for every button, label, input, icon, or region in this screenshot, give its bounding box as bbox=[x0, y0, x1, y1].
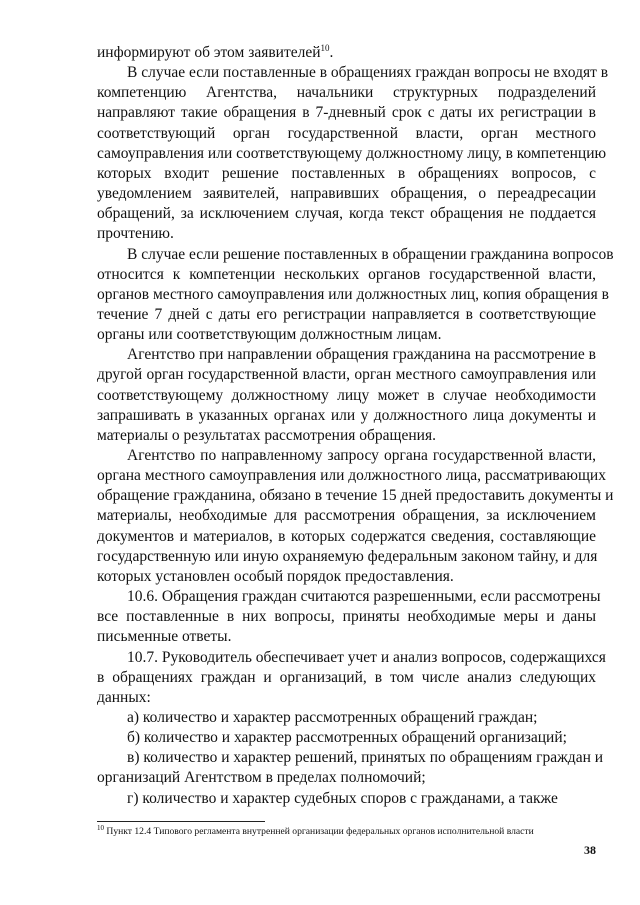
text-line-content: уведомлением заявителей, направивших обращения, о переадресации bbox=[97, 185, 596, 203]
text-line bbox=[97, 567, 596, 587]
text-line: информируют об этом заявителей$^{10}$. bbox=[97, 42, 334, 61]
text-line-content: компетенцию Агентства, начальники структурных подразделений bbox=[97, 84, 596, 102]
footnote-separator bbox=[97, 821, 265, 822]
text-line bbox=[97, 204, 596, 224]
text-line bbox=[97, 506, 596, 526]
text-line-content: государственную или иную охраняемую федеральным законом тайну, и для bbox=[97, 547, 598, 565]
text-line bbox=[127, 789, 596, 809]
text-line-content: материалы о результатах рассмотрения обращения. bbox=[97, 426, 436, 444]
footnote-text: Пункт 12.4 Типового регламента внутренней организации федеральных органов исполнительной власти bbox=[104, 826, 534, 837]
text-line-content: течение 7 дней с даты его регистрации направляется в соответствующие bbox=[97, 305, 596, 323]
text-line bbox=[97, 768, 596, 788]
text-line bbox=[97, 406, 596, 426]
text-line bbox=[127, 345, 596, 365]
text-line bbox=[97, 527, 596, 547]
text-line bbox=[97, 607, 596, 627]
text-line-content: запрашивать в указанных органах или у должностного лица документы и bbox=[97, 406, 596, 424]
text-line bbox=[127, 728, 596, 748]
text-line-content: а) количество и характер рассмотренных обращений граждан; bbox=[127, 708, 538, 726]
text-line bbox=[127, 748, 604, 768]
text-line bbox=[97, 627, 596, 647]
text-line-content: все поставленные в них вопросы, приняты необходимые меры и даны bbox=[97, 608, 596, 626]
text-line-content: информируют об этом заявителей bbox=[97, 44, 321, 61]
text-line bbox=[97, 386, 596, 406]
text-line bbox=[127, 708, 596, 728]
footnote-marker: 10 bbox=[97, 823, 104, 832]
text-line bbox=[97, 466, 606, 486]
text-line-content: материалы, необходимые для рассмотрения обращения, за исключением bbox=[97, 507, 596, 525]
text-line-content: Агентство при направлении обращения гражданина на рассмотрение в bbox=[127, 346, 596, 364]
text-line bbox=[97, 305, 596, 325]
text-line bbox=[97, 144, 607, 164]
text-line-content: 10.7. Руководитель обеспечивает учет и анализ вопросов, содержащихся bbox=[127, 648, 606, 666]
text-line-content: обращение гражданина, обязано в течение 15 дней предоставить документы и bbox=[97, 487, 614, 505]
text-line bbox=[127, 63, 609, 83]
text-line-content: В случае если решение поставленных в обращении гражданина вопросов bbox=[127, 245, 614, 263]
text-line bbox=[97, 124, 596, 144]
text-line bbox=[97, 103, 596, 123]
text-line-content: относится к компетенции нескольких органов государственной власти, bbox=[97, 265, 596, 283]
text-line-content: в обращениях граждан и организаций, в том числе анализ следующих bbox=[97, 668, 596, 686]
text-line bbox=[97, 224, 596, 244]
text-line-content: соответствующему должностному лицу может в случае необходимости bbox=[97, 386, 596, 404]
text-line bbox=[97, 265, 596, 285]
text-line-content: б) количество и характер рассмотренных обращений организаций; bbox=[127, 729, 567, 747]
text-line-content: письменные ответы. bbox=[97, 628, 232, 646]
text-line-content: в) количество и характер решений, принятых по обращениям граждан и bbox=[127, 749, 604, 767]
text-line bbox=[127, 648, 606, 668]
text-line-content: которых установлен особый порядок предоставления. bbox=[97, 567, 454, 585]
text-line bbox=[97, 688, 596, 708]
text-line bbox=[97, 547, 596, 567]
text-line-content: Агентство по направленному запросу органа государственной власти, bbox=[127, 447, 596, 464]
text-line bbox=[97, 426, 596, 446]
text-line-content: прочтению. bbox=[97, 225, 174, 243]
text-line-content: органа местного самоуправления или должностного лица, рассматривающих bbox=[97, 467, 606, 485]
text-line bbox=[97, 486, 614, 506]
text-line-content: 10.6. Обращения граждан считаются разрешенными, если рассмотрены bbox=[127, 588, 601, 606]
text-line bbox=[97, 83, 596, 103]
text-line bbox=[97, 184, 596, 204]
text-line-content: данных: bbox=[97, 688, 151, 706]
text-line-content: направляют такие обращения в 7-дневный срок с даты их регистрации в bbox=[97, 104, 596, 122]
text-line-content: другой орган государственной власти, орган местного самоуправления или bbox=[97, 366, 596, 384]
text-line-content: самоуправления или соответствующему должностному лицу, в компетенцию bbox=[97, 144, 607, 162]
text-line-content: организаций Агентством в пределах полномочий; bbox=[97, 769, 426, 787]
text-line-content: органов местного самоуправления или должностных лиц, копия обращения в bbox=[97, 285, 609, 303]
text-line bbox=[97, 668, 596, 688]
text-line bbox=[127, 446, 596, 466]
text-line bbox=[97, 285, 609, 305]
text-line-content: г) количество и характер судебных споров с гражданами, а также bbox=[127, 789, 558, 807]
text-line bbox=[97, 365, 596, 385]
footnote-reference: 10 bbox=[320, 42, 330, 53]
text-line-content: органы или соответствующим должностным лицам. bbox=[97, 326, 442, 344]
text-line-content: соответствующий орган государственной власти, орган местного bbox=[97, 124, 596, 142]
text-line-content: В случае если поставленные в обращениях граждан вопросы не входят в bbox=[127, 64, 609, 82]
text-line bbox=[97, 164, 596, 184]
text-line bbox=[127, 245, 614, 265]
text-line bbox=[127, 587, 601, 607]
text-line-content: обращений, за исключением случая, когда текст обращения не поддается bbox=[97, 205, 596, 223]
text-line bbox=[97, 325, 596, 345]
text-line-content: которых входит решение поставленных в обращениях вопросов, с bbox=[97, 164, 596, 182]
text-line-content: документов и материалов, в которых содержатся сведения, составляющие bbox=[97, 527, 596, 545]
page-number: 38 bbox=[584, 843, 596, 857]
footnote bbox=[97, 825, 596, 839]
